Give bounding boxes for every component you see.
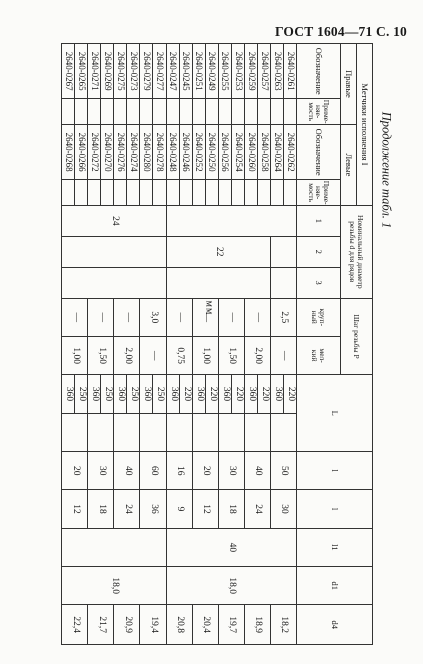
right-applic [114, 99, 127, 125]
rotated-table-container [61, 43, 373, 645]
l1-cell [62, 528, 167, 566]
L-cell: 250 [153, 375, 166, 413]
left-applic [127, 180, 140, 206]
left-applic [75, 180, 88, 206]
L-extra-cell [218, 413, 244, 451]
left-applic [62, 180, 75, 206]
left-applic [101, 180, 114, 206]
left-applic [153, 180, 166, 206]
right-applic [257, 99, 270, 125]
pitch-coarse-cell: — [88, 298, 114, 336]
right-code: 2640-0269 [101, 44, 114, 99]
series-1-header: 1 [297, 205, 341, 236]
L-extra-cell [88, 413, 114, 451]
pitch-fine-cell: 1,00 [192, 336, 218, 374]
L-extra-cell [140, 413, 166, 451]
left-code: 2640-0280 [140, 124, 153, 179]
l-short-cell: 12 [62, 490, 88, 528]
left-applic [140, 180, 153, 206]
right-applic [218, 99, 231, 125]
L-extra-cell [270, 413, 296, 451]
right-applic [166, 99, 179, 125]
left-applic [257, 180, 270, 206]
table-row [153, 44, 166, 645]
right-applic [192, 99, 205, 125]
l-cell: 50 [270, 452, 296, 490]
l-cell: 40 [244, 452, 270, 490]
left-applic [192, 180, 205, 206]
l-cell: 60 [140, 452, 166, 490]
left-applic [270, 180, 283, 206]
right-code: 2640-0257 [257, 44, 270, 99]
L-cell: 360 [192, 375, 205, 413]
d4-cell: 20,4 [192, 605, 218, 645]
d4-cell: 18,9 [244, 605, 270, 645]
pitch-coarse-cell: — [166, 298, 192, 336]
table-row [283, 44, 296, 645]
series-3-cell [270, 267, 296, 298]
l-short-cell: 18 [88, 490, 114, 528]
d4-cell: 21,7 [88, 605, 114, 645]
left-code: 2640-0258 [257, 124, 270, 179]
right-applic [75, 99, 88, 125]
l-short-cell: 24 [244, 490, 270, 528]
col-L-header: L [297, 375, 373, 452]
pitch-coarse-cell: — [114, 298, 140, 336]
left-code: 2640-0276 [114, 124, 127, 179]
pitch-fine-cell: 1,00 [62, 336, 88, 374]
left-code: 2640-0264 [270, 124, 283, 179]
d4-cell: 20,8 [166, 605, 192, 645]
right-code: 2640-0267 [62, 44, 75, 99]
l-short-cell: 24 [114, 490, 140, 528]
L-extra-cell [192, 413, 218, 451]
L-cell: 250 [127, 375, 140, 413]
right-code: 2640-0277 [153, 44, 166, 99]
right-applic [205, 99, 218, 125]
right-code: 2640-0279 [140, 44, 153, 99]
left-code: 2640-0262 [283, 124, 296, 179]
left-code: 2640-0278 [153, 124, 166, 179]
L-cell: 250 [75, 375, 88, 413]
left-code: 2640-0266 [75, 124, 88, 179]
left-applic [205, 180, 218, 206]
right-applic [283, 99, 296, 125]
left-application-header: Приме- няе- мость [297, 180, 341, 206]
series-2-cell [270, 236, 296, 267]
pitch-coarse-cell: 2,5 [270, 298, 296, 336]
l-cell: 20 [62, 452, 88, 490]
d4-cell: 20,9 [114, 605, 140, 645]
l-cell: 30 [88, 452, 114, 490]
right-code: 2640-0245 [179, 44, 192, 99]
right-code: 2640-0265 [75, 44, 88, 99]
right-applic [88, 99, 101, 125]
pitch-coarse-cell: — [192, 298, 218, 336]
right-applic [270, 99, 283, 125]
left-applic [283, 180, 296, 206]
table-body [62, 44, 297, 645]
series-2-header: 2 [297, 236, 341, 267]
series-2-cell: 22 [166, 236, 270, 267]
L-cell: 220 [257, 375, 270, 413]
d4-cell: 19,7 [218, 605, 244, 645]
left-applic [179, 180, 192, 206]
pitch-coarse-cell: — [218, 298, 244, 336]
unit-label: мм [203, 300, 215, 316]
left-applic [231, 180, 244, 206]
L-cell: 360 [270, 375, 283, 413]
L-cell: 360 [62, 375, 75, 413]
right-application-header: Приме- няе- мость [297, 99, 341, 125]
d4-cell: 22,4 [62, 605, 88, 645]
d1-cell: 18,0 [62, 567, 167, 605]
series-1-cell: 24 [62, 205, 167, 236]
right-code: 2640-0247 [166, 44, 179, 99]
l1-cell: 40 [166, 528, 296, 566]
pitch-coarse-cell: 3,0 [140, 298, 166, 336]
right-code: 2640-0253 [231, 44, 244, 99]
L-cell: 360 [166, 375, 179, 413]
left-code: 2640-0272 [88, 124, 101, 179]
l-cell: 20 [192, 452, 218, 490]
left-applic [244, 180, 257, 206]
right-applic [62, 99, 75, 125]
right-applic [101, 99, 114, 125]
left-code: 2640-0250 [205, 124, 218, 179]
page-header: ГОСТ 1604—71 С. 10 [274, 24, 407, 39]
right-applic [153, 99, 166, 125]
pitch-coarse-cell: — [62, 298, 88, 336]
left-code: 2640-0270 [101, 124, 114, 179]
right-code: 2640-0249 [205, 44, 218, 99]
L-cell: 220 [231, 375, 244, 413]
col-l-header: l [297, 452, 373, 490]
L-cell: 360 [244, 375, 257, 413]
L-cell: 220 [283, 375, 296, 413]
right-code: 2640-0251 [192, 44, 205, 99]
l-cell: 40 [114, 452, 140, 490]
l-short-cell: 36 [140, 490, 166, 528]
right-code: 2640-0263 [270, 44, 283, 99]
left-code: 2640-0268 [62, 124, 75, 179]
right-applic [231, 99, 244, 125]
L-extra-cell [166, 413, 192, 451]
table-continuation-caption: Продолжение табл. 1 [379, 111, 394, 229]
l-short-cell: 9 [166, 490, 192, 528]
right-code: 2640-0255 [218, 44, 231, 99]
right-code: 2640-0261 [283, 44, 296, 99]
right-designation-header: Обозначение [297, 44, 341, 99]
left-designation-header: Обозначение [297, 124, 341, 179]
taps-table [61, 43, 373, 645]
left-code: 2640-0254 [231, 124, 244, 179]
thread-pitch-header: Шаг резьбы P [341, 298, 373, 375]
L-cell: 220 [179, 375, 192, 413]
left-code: 2640-0246 [179, 124, 192, 179]
l-short-cell: 18 [218, 490, 244, 528]
series-3-header: 3 [297, 267, 341, 298]
left-code: 2640-0248 [166, 124, 179, 179]
pitch-fine-cell: 1,50 [88, 336, 114, 374]
l-cell: 16 [166, 452, 192, 490]
pitch-coarse-header: круп- ный [297, 298, 341, 336]
right-code: 2640-0275 [114, 44, 127, 99]
left-applic [88, 180, 101, 206]
col-d4-header: d4 [297, 605, 373, 645]
series-2-cell [62, 236, 167, 267]
left-applic [218, 180, 231, 206]
right-applic [140, 99, 153, 125]
pitch-fine-cell: 2,00 [114, 336, 140, 374]
nominal-diameter-header: Номинальный диаметр резьбы d для рядов [341, 205, 373, 298]
pitch-fine-header: мел- кий [297, 336, 341, 374]
L-cell: 220 [205, 375, 218, 413]
left-code: 2640-0252 [192, 124, 205, 179]
left-code: 2640-0260 [244, 124, 257, 179]
right-applic [179, 99, 192, 125]
L-extra-cell [62, 413, 88, 451]
right-applic [127, 99, 140, 125]
pitch-fine-cell: 2,00 [244, 336, 270, 374]
pitch-fine-cell: — [140, 336, 166, 374]
col-d1-header: d1 [297, 567, 373, 605]
series-3-cell [62, 267, 167, 298]
l-cell: 30 [218, 452, 244, 490]
metric-taps-header: Метчики исполнения I [357, 44, 373, 206]
d4-cell: 19,4 [140, 605, 166, 645]
L-cell: 360 [88, 375, 101, 413]
right-hand-header: Правые [341, 44, 357, 125]
pitch-fine-cell: — [270, 336, 296, 374]
pitch-fine-cell: 1,50 [218, 336, 244, 374]
L-extra-cell [244, 413, 270, 451]
pitch-coarse-cell: — [244, 298, 270, 336]
col-l-short-header: l [297, 490, 373, 528]
L-cell: 360 [114, 375, 127, 413]
pitch-fine-cell: 0,75 [166, 336, 192, 374]
left-code: 2640-0256 [218, 124, 231, 179]
right-applic [244, 99, 257, 125]
L-extra-cell [114, 413, 140, 451]
left-hand-header: Левые [341, 124, 357, 205]
left-applic [114, 180, 127, 206]
l-short-cell: 12 [192, 490, 218, 528]
series-1-cell [166, 205, 296, 236]
left-applic [166, 180, 179, 206]
l-short-cell: 30 [270, 490, 296, 528]
L-cell: 360 [218, 375, 231, 413]
d1-cell: 18,0 [166, 567, 296, 605]
col-l1-header: l1 [297, 528, 373, 566]
left-code: 2640-0274 [127, 124, 140, 179]
right-code: 2640-0273 [127, 44, 140, 99]
series-3-cell [166, 267, 270, 298]
right-code: 2640-0259 [244, 44, 257, 99]
right-code: 2640-0271 [88, 44, 101, 99]
L-cell: 250 [101, 375, 114, 413]
L-cell: 360 [140, 375, 153, 413]
d4-cell: 18,2 [270, 605, 296, 645]
